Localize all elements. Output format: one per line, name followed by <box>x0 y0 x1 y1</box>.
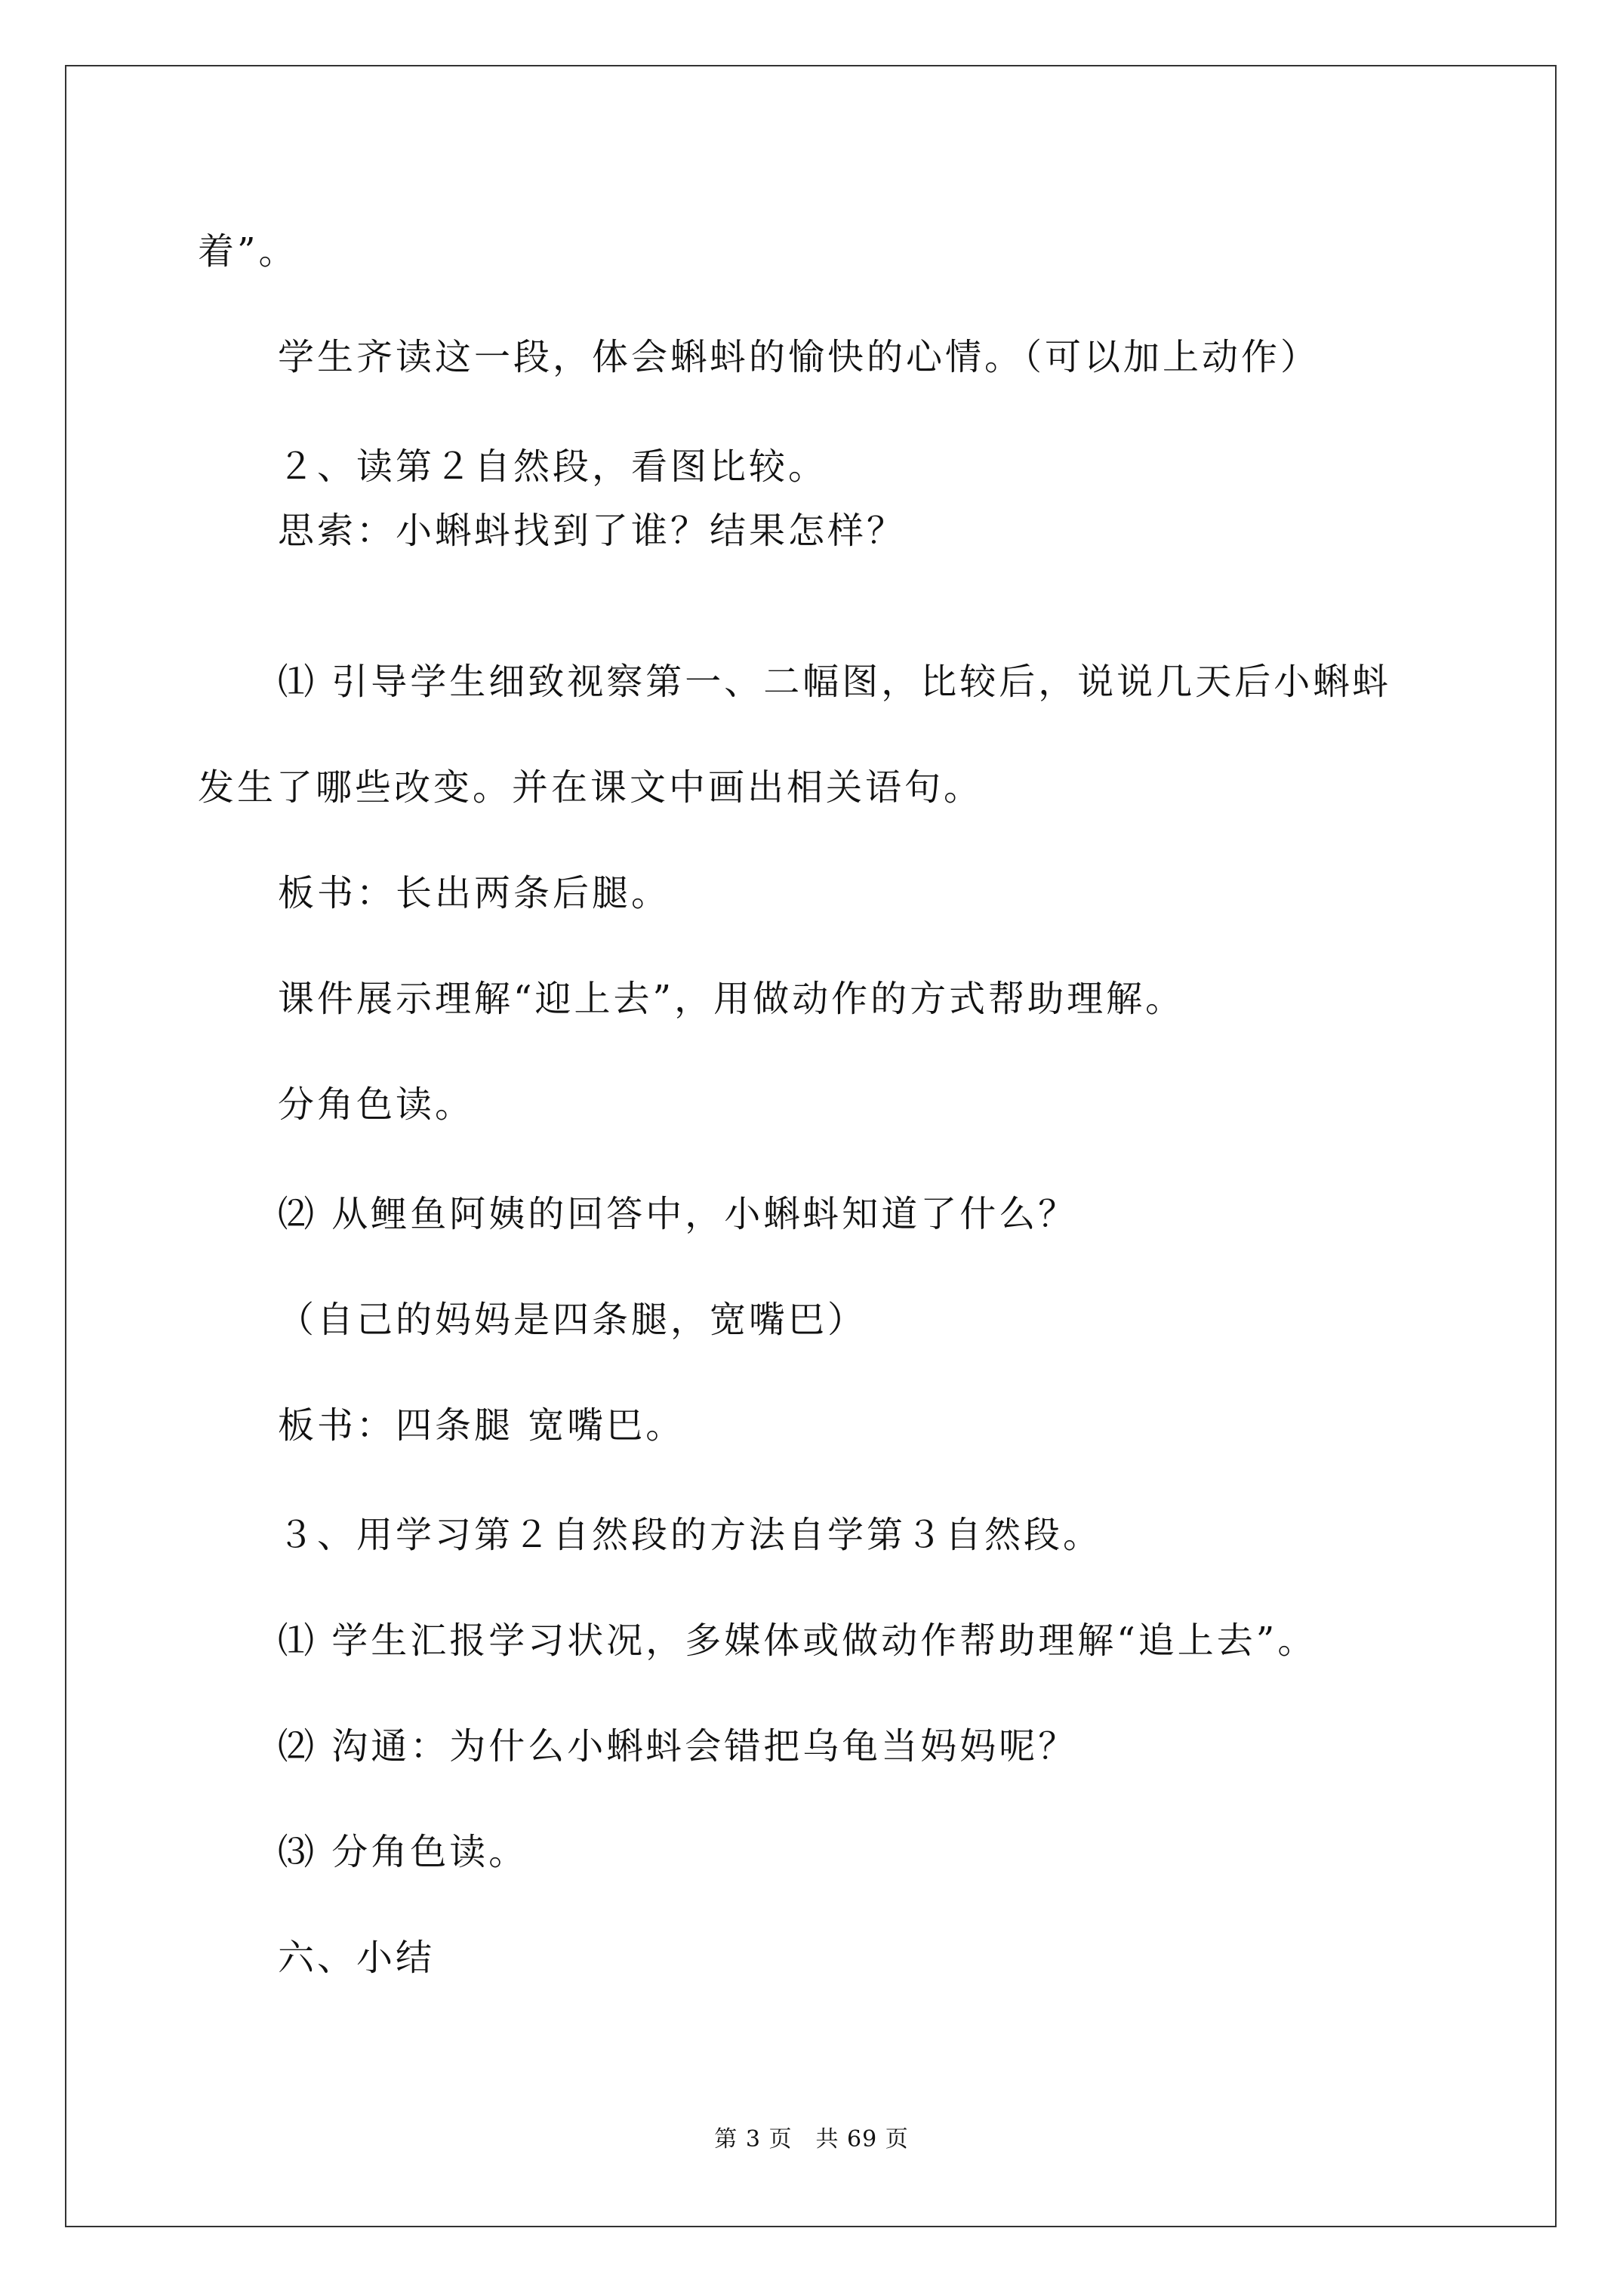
paragraph-6: 发生了哪些改变。并在课文中画出相关语句。 <box>198 766 984 809</box>
paragraph-8: 课件展示理解“迎上去”，用做动作的方式帮助理解。 <box>278 978 1185 1020</box>
page-number-footer: 第 3 页 共 69 页 <box>714 2126 909 2153</box>
paragraph-5: ⑴ 引导学生细致视察第一、二幅图，比较后，说说几天后小蝌蚪 <box>278 661 1392 703</box>
paragraph-7: 板书：长出两条后腿。 <box>278 872 671 914</box>
paragraph-10: ⑵ 从鲤鱼阿姨的回答中，小蝌蚪知道了什么？ <box>278 1193 1078 1235</box>
paragraph-13: ３、用学习第２自然段的方法自学第３自然段。 <box>278 1514 1103 1556</box>
paragraph-17: 六、小结 <box>278 1937 436 1979</box>
paragraph-3: ２、读第２自然段，看图比较。 <box>278 445 828 488</box>
paragraph-11: （自己的妈妈是四条腿，宽嘴巴） <box>278 1299 867 1341</box>
paragraph-2: 学生齐读这一段，体会蝌蚪的愉快的心情。（可以加上动作） <box>278 336 1320 378</box>
paragraph-1: 着”。 <box>198 230 298 273</box>
paragraph-16: ⑶ 分角色读。 <box>278 1831 528 1873</box>
paragraph-12: 板书：四条腿 宽嘴巴。 <box>278 1404 685 1447</box>
paragraph-15: ⑵ 沟通：为什么小蝌蚪会错把乌龟当妈妈呢？ <box>278 1725 1078 1767</box>
page-border <box>65 65 1557 2227</box>
paragraph-9: 分角色读。 <box>278 1083 475 1126</box>
paragraph-4: 思索：小蝌蚪找到了谁？结果怎样？ <box>278 510 907 552</box>
paragraph-14: ⑴ 学生汇报学习状况，多媒体或做动作帮助理解“追上去”。 <box>278 1620 1317 1662</box>
